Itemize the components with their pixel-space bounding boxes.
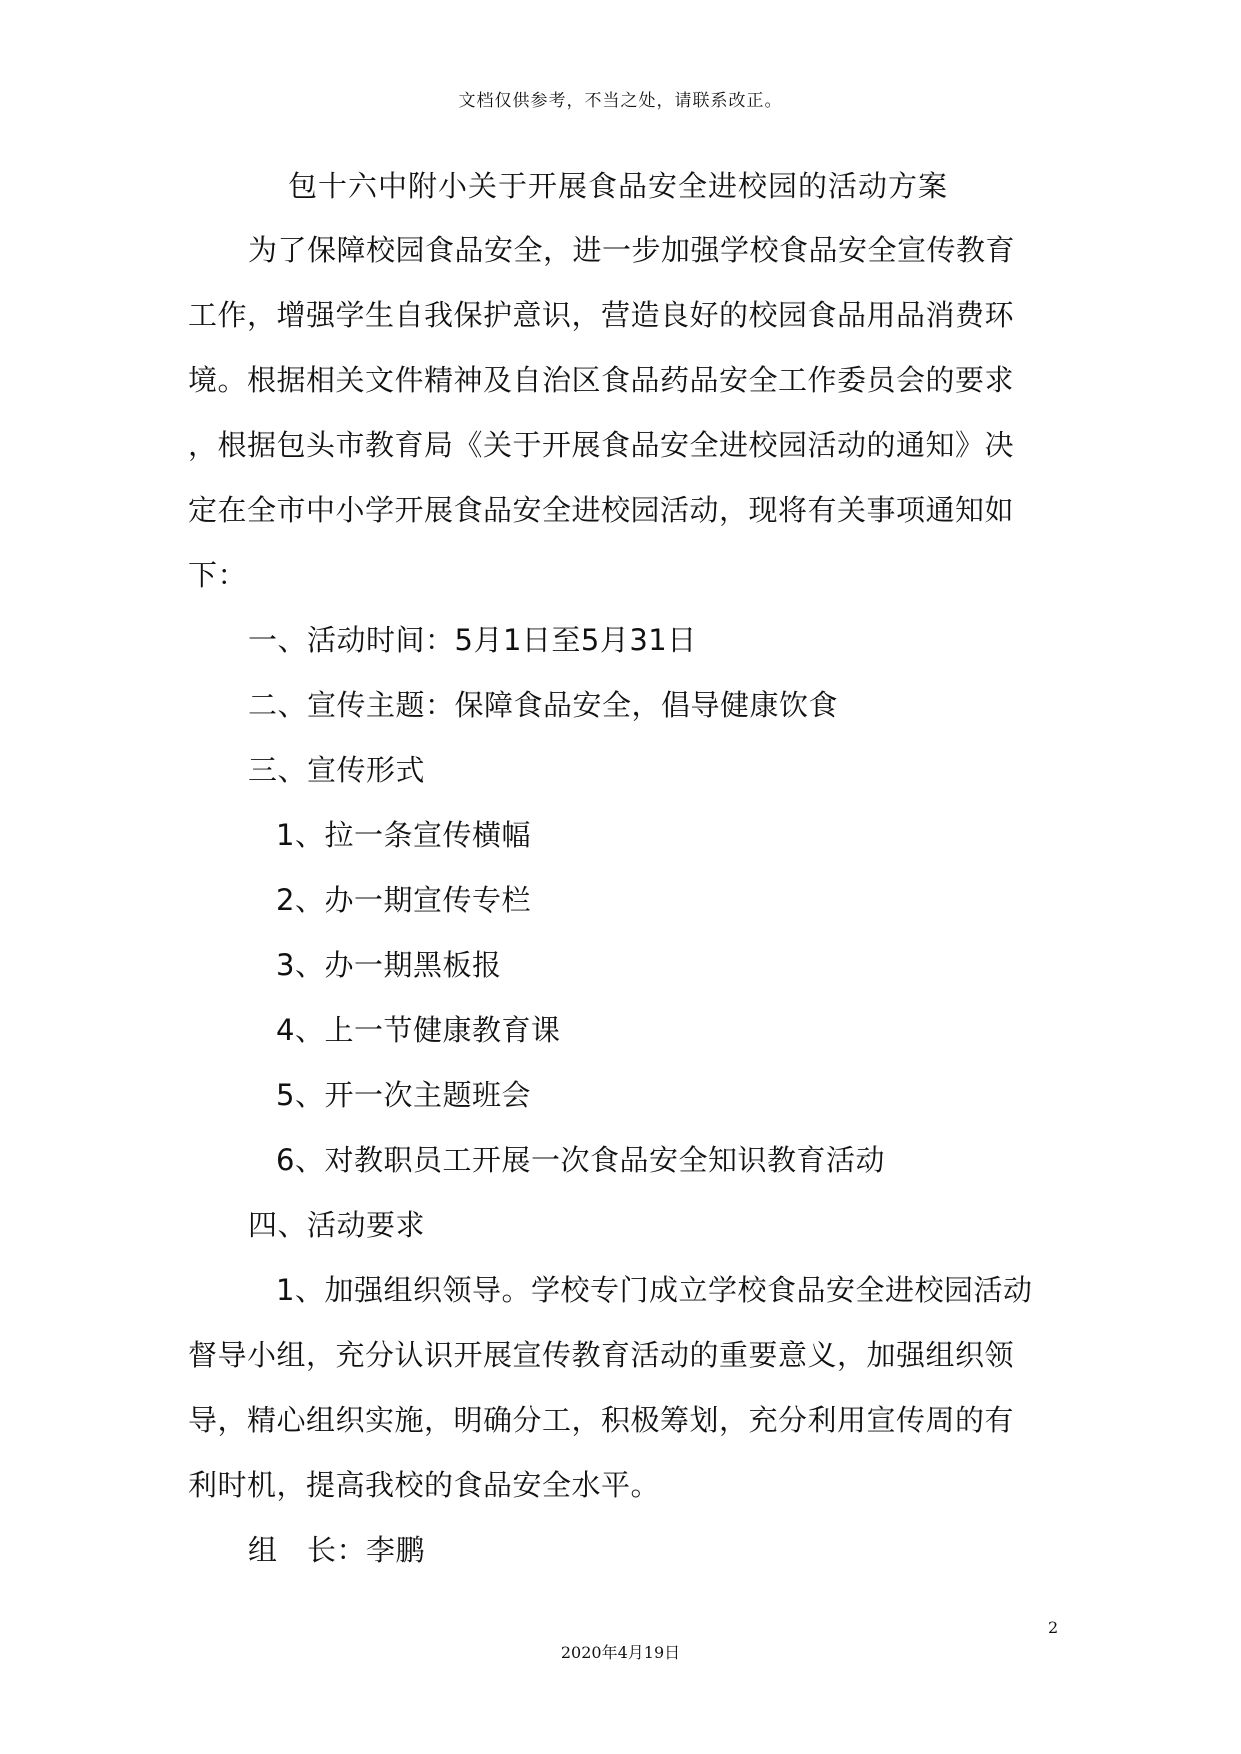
section-heading-theme: 二、宣传主题：保障食品安全，倡导健康饮食 [248, 688, 839, 722]
paragraph-line: 为了保障校园食品安全，进一步加强学校食品安全宣传教育 [248, 233, 1016, 267]
list-item: 3、办一期黑板报 [276, 948, 502, 982]
paragraph-line: 工作，增强学生自我保护意识，营造良好的校园食品用品消费环 [188, 298, 1015, 332]
header-note: 文档仅供参考，不当之处，请联系改正。 [458, 91, 783, 111]
document-title: 包十六中附小关于开展食品安全进校园的活动方案 [288, 169, 949, 203]
section-heading-requirements: 四、活动要求 [248, 1208, 426, 1242]
list-item: 1、拉一条宣传横幅 [276, 818, 531, 852]
list-item: 4、上一节健康教育课 [276, 1013, 561, 1047]
list-item: 5、开一次主题班会 [276, 1078, 531, 1112]
list-item: 6、对教职员工开展一次食品安全知识教育活动 [276, 1143, 885, 1177]
list-item: 2、办一期宣传专栏 [276, 883, 531, 917]
paragraph-line: 导，精心组织实施，明确分工，积极筹划，充分利用宣传周的有 [188, 1403, 1015, 1437]
group-leader-line: 组 长：李鹏 [248, 1533, 426, 1567]
paragraph-line: 利时机，提高我校的食品安全水平。 [188, 1468, 661, 1502]
paragraph-line: 境。根据相关文件精神及自治区食品药品安全工作委员会的要求 [188, 363, 1015, 397]
paragraph-line: 督导小组，充分认识开展宣传教育活动的重要意义，加强组织领 [188, 1338, 1015, 1372]
paragraph-line: 下： [188, 558, 248, 592]
paragraph-line: ，根据包头市教育局《关于开展食品安全进校园活动的通知》决 [188, 428, 1015, 462]
section-heading-time: 一、活动时间：5月1日至5月31日 [248, 623, 697, 657]
paragraph-line: 定在全市中小学开展食品安全进校园活动，现将有关事项通知如 [188, 493, 1015, 527]
paragraph-line: 1、加强组织领导。学校专门成立学校食品安全进校园活动 [276, 1273, 1033, 1307]
footer-date: 2020年4月19日 [560, 1643, 681, 1662]
page-number: 2 [1048, 1618, 1059, 1637]
section-heading-form: 三、宣传形式 [248, 753, 426, 787]
